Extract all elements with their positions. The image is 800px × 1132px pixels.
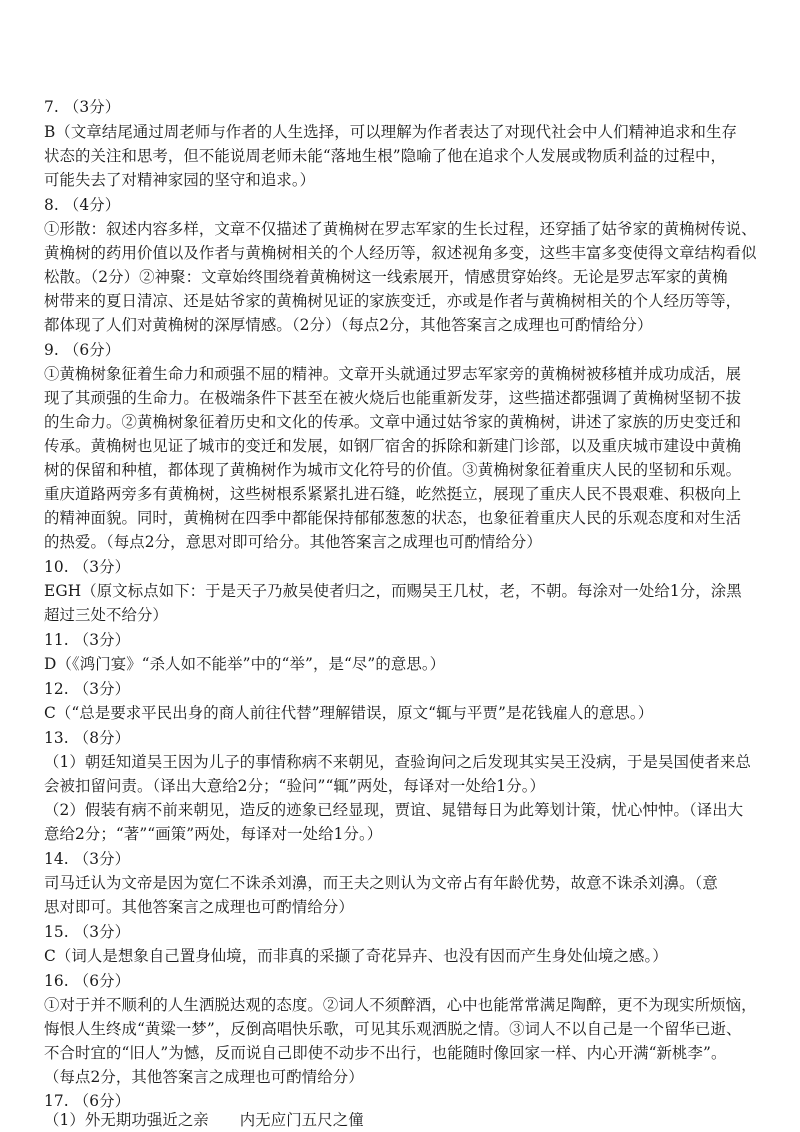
q14-answer-line: 思对即可。其他答案言之成理也可酌情给分）: [44, 898, 354, 916]
q7-answer-line: B（文章结尾通过周老师与作者的人生选择，可以理解为作者表达了对现代社会中人们精神追求和生存: [44, 123, 737, 141]
q9-answer-line: 重庆道路两旁多有黄桷树，这些树根系紧紧扎进石缝，屹然挺立，展现了重庆人民不畏艰难、积极向上: [44, 485, 742, 503]
q11-answer-line: D（《鸿门宴》“杀人如不能举”中的“举”，是“尽”的意思。）: [44, 655, 446, 673]
q12-answer-line: C（“总是要求平民出身的商人前往代替”理解错误，原文“辄与平贾”是花钱雇人的意思。）: [44, 704, 654, 722]
q9-answer-line: 现了其顽强的生命力。在极端条件下甚至在被火烧后也能重新发芽，这些描述都强调了黄桷树坚韧不拔: [44, 389, 742, 407]
q12-header: 12. （3分）: [44, 680, 131, 698]
q9-answer-line: 的热爱。（每点2分，意思对即可给分。其他答案言之成理也可酌情给分）: [44, 533, 542, 551]
q13-answer-line: 意给2分；“著”“画策”两处，每译对一处给1分。）: [44, 825, 383, 843]
q13-header: 13. （8分）: [44, 729, 131, 747]
q16-answer-line: （每点2分，其他答案言之成理也可酌情给分）: [44, 1068, 364, 1086]
q8-answer-line: 树带来的夏日清凉、还是姑爷家的黄桷树见证的家族变迁，亦或是作者与黄桷树相关的个人经历等等，: [44, 292, 742, 310]
q13-answer-line: （2）假装有病不前来朝见，造反的迹象已经显现，贾谊、晁错每日为此筹划计策，忧心忡忡。（译出大: [44, 801, 744, 819]
q10-answer-line: 超过三处不给分）: [44, 606, 168, 624]
q15-answer-line: C（词人是想象自己置身仙境，而非真的采撷了奇花异卉、也没有因而产生身处仙境之感。）: [44, 947, 668, 965]
q17-answer-line: （1）外无期功强近之亲 内无应门五尺之僮: [44, 1111, 364, 1129]
q9-header: 9. （6分）: [44, 341, 121, 359]
q7-header: 7. （3分）: [44, 98, 121, 116]
q11-header: 11. （3分）: [44, 631, 131, 649]
q7-answer-line: 状态的关注和思考，但不能说周老师未能“落地生根”隐喻了他在追求个人发展或物质利益的过程中，: [44, 147, 727, 165]
q13-answer-line: （1）朝廷知道吴王因为儿子的事情称病不来朝见，查验询问之后发现其实吴王没病，于是吴国使者来总: [44, 753, 751, 771]
q8-answer-line: ①形散：叙述内容多样，文章不仅描述了黄桷树在罗志军家的生长过程，还穿插了姑爷家的黄桷树传说、: [44, 220, 757, 238]
q8-answer-line: 都体现了人们对黄桷树的深厚情感。（2分）（每点2分，其他答案言之成理也可酌情给分）: [44, 316, 653, 334]
q17-header: 17. （6分）: [44, 1092, 131, 1110]
q15-header: 15. （3分）: [44, 923, 131, 941]
q14-header: 14. （3分）: [44, 850, 131, 868]
q8-header: 8. （4分）: [44, 196, 121, 214]
q16-answer-line: 悔恨人生终成“黄粱一梦”，反倒高唱快乐歌，可见其乐观洒脱之情。③词人不以自己是一个留华已逝、: [44, 1020, 742, 1038]
q8-answer-line: 黄桷树的药用价值以及作者与黄桷树相关的个人经历等，叙述视角多变，这些丰富多变使得文章结构看似: [44, 244, 757, 262]
q8-answer-line: 松散。（2分）②神聚：文章始终围绕着黄桷树这一线索展开，情感贯穿始终。无论是罗志军家的黄桷: [44, 268, 728, 286]
q7-answer-line: 可能失去了对精神家园的坚守和追求。）: [44, 171, 316, 189]
q9-answer-line: ①黄桷树象征着生命力和顽强不屈的精神。文章开头就通过罗志军家旁的黄桷树被移植并成功成活，展: [44, 365, 742, 383]
q10-header: 10. （3分）: [44, 558, 131, 576]
q9-answer-line: 传承。黄桷树也见证了城市的变迁和发展，如钢厂宿舍的拆除和新建门诊部，以及重庆城市建设中黄桷: [44, 437, 742, 455]
q9-answer-line: 的生命力。②黄桷树象征着历史和文化的传承。文章中通过姑爷家的黄桷树，讲述了家族的历史变迁和: [44, 413, 742, 431]
q16-answer-line: ①对于并不顺利的人生洒脱达观的态度。②词人不须醉酒，心中也能常常满足陶醉，更不为现实所烦恼，: [44, 996, 757, 1014]
q9-answer-line: 树的保留和种植，都体现了黄桷树作为城市文化符号的价值。③黄桷树象征着重庆人民的坚韧和乐观。: [44, 461, 742, 479]
q16-header: 16. （6分）: [44, 972, 131, 990]
q9-answer-line: 的精神面貌。同时，黄桷树在四季中都能保持郁郁葱葱的状态，也象征着重庆人民的乐观态度和对生活: [44, 509, 742, 527]
q16-answer-line: 不合时宜的“旧人”为憾，反而说自己即使不动步不出行，也能随时像回家一样、内心开满“新桃李”。: [44, 1044, 727, 1062]
q13-answer-line: 会被扣留问责。（译出大意给2分；“验问”“辄”两处，每译对一处给1分。）: [44, 777, 545, 795]
q14-answer-line: 司马迁认为文帝是因为宽仁不诛杀刘濞，而王夫之则认为文帝占有年龄优势，故意不诛杀刘濞。（意: [44, 874, 718, 892]
q10-answer-line: EGH（原文标点如下：于是天子乃赦吴使者归之，而赐吴王几杖，老，不朝。每涂对一处给1分，涂黑: [44, 582, 742, 600]
